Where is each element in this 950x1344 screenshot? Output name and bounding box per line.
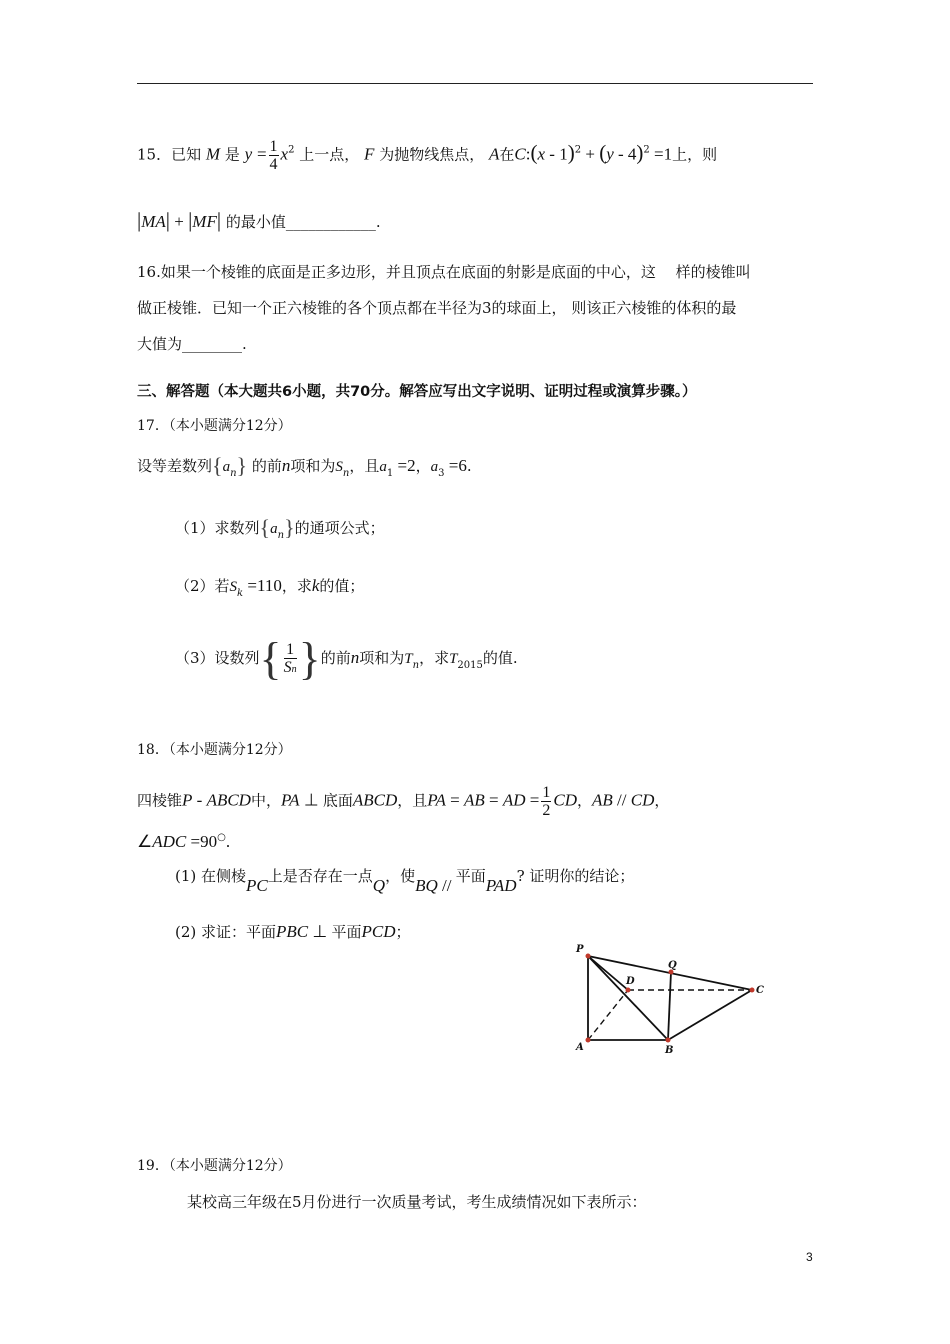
- point-c: [750, 988, 755, 993]
- fraction: $\frac{1}{4}$: [269, 138, 278, 173]
- label-p: P: [576, 944, 584, 955]
- point-p: [586, 954, 591, 959]
- question-15-line-2: |MA| + |MF| 的最小值____________.: [137, 208, 381, 232]
- edge-pb: [588, 956, 668, 1040]
- question-17-header: 17．（本小题满分12分）: [137, 418, 292, 434]
- question-16-line-1: 16.如果一个棱锥的底面是正多边形，并且顶点在底面的射影是底面的中心，这 样的棱锥叫: [137, 263, 751, 281]
- fraction: $\frac{1}{2}$: [542, 784, 551, 819]
- pyramid-figure: [570, 940, 770, 1060]
- label-a: A: [576, 1042, 584, 1053]
- question-17-part-1: （1）求数列$\{a_n\}$的通项公式；: [175, 515, 385, 541]
- question-18-line-2: ∠ADC =90○.: [137, 832, 231, 851]
- fraction: $\frac{1}{Sn}$: [283, 640, 297, 676]
- label-q: Q: [668, 960, 677, 971]
- section-3-title: 三、解答题（本大题共6小题，共70分。解答应写出文字说明、证明过程或演算步骤。）: [137, 384, 697, 400]
- question-17-intro: 设等差数列$\{a_n\}$ 的前n项和为$S_n$，且$a_1 =2$，$a_3 =6$.: [137, 453, 472, 479]
- edge-pd: [588, 956, 628, 990]
- question-15-line-1: 15．已知 M 是 y = $\frac{1}{4}$ $x^2$ 上一点， F 为抛物线焦点， A在C:(x - 1)$^2$ + (y - 4)$^2$ =1上，则: [137, 138, 718, 173]
- question-16-line-3: 大值为________.: [137, 335, 247, 353]
- question-16-line-2: 做正棱锥．已知一个正六棱锥的各个顶点都在半径为3的球面上， 则该正六棱锥的体积的最: [137, 299, 737, 317]
- math: y: [244, 144, 253, 164]
- edge-ad-dashed: [588, 990, 628, 1040]
- header-rule: [137, 83, 813, 84]
- math: M: [205, 144, 221, 164]
- page-number: 3: [806, 1250, 813, 1264]
- point-a: [586, 1038, 591, 1043]
- question-17-part-3: （3）设数列{ $\frac{1}{Sn}$ }的前n项和为$T_n$，求$T_{2015}$的值.: [175, 633, 518, 684]
- label-c: C: [756, 985, 764, 996]
- edge-bc: [668, 990, 752, 1040]
- point-b: [666, 1038, 671, 1043]
- question-19-header: 19．（本小题满分12分）: [137, 1158, 292, 1174]
- question-18-line-1: 四棱锥P - ABCD中，PA ⊥ 底面ABCD，且PA = AB = AD = $\frac{1}{2}$ CD，AB // CD，: [137, 784, 670, 819]
- question-18-part-2: (2) 求证：平面PBC ⊥ 平面PCD；: [175, 922, 411, 941]
- question-18-part-1: (1) 在侧棱PC上是否存在一点Q，使BQ // 平面PAD? 证明你的结论；: [175, 867, 635, 895]
- segment-qb: [668, 972, 671, 1040]
- point-d: [626, 988, 631, 993]
- question-18-header: 18．（本小题满分12分）: [137, 742, 292, 758]
- label-b: B: [665, 1045, 674, 1056]
- question-19-line-1: 某校高三年级在5月份进行一次质量考试，考生成绩情况如下表所示：: [187, 1193, 647, 1211]
- question-17-part-2: （2）若$S_k =110$，求k的值；: [175, 576, 365, 599]
- label-d: D: [626, 976, 635, 987]
